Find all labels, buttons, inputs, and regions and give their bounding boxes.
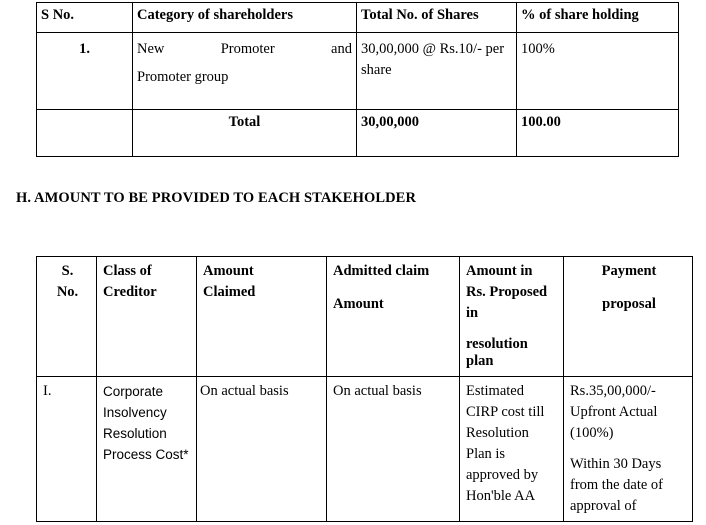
header-admitted-line: Amount [333, 296, 384, 312]
category-word: and [331, 41, 352, 57]
header-category: Category of shareholders [133, 3, 357, 33]
proposed-line: CIRP cost till [466, 404, 545, 420]
header-payment [564, 257, 693, 377]
section-heading: H. AMOUNT TO BE PROVIDED TO EACH STAKEHOLDER [16, 190, 417, 206]
header-proposed-line: in [466, 305, 479, 321]
proposed-line: Hon'ble AA [466, 488, 536, 504]
row-class [97, 377, 197, 522]
total-shares: 30,00,000 [357, 110, 517, 157]
proposed-line: Estimated [466, 383, 524, 399]
header-sno [37, 257, 97, 377]
total-pct: 100.00 [517, 110, 679, 157]
class-line: Process Cost* [103, 447, 189, 462]
header-sno-line: No. [56, 284, 79, 300]
row-claimed: On actual basis [197, 377, 327, 522]
table-row [37, 377, 693, 522]
payment-line: Within 30 Days [570, 456, 662, 472]
header-claimed-line: Claimed [203, 284, 256, 300]
header-payment-line: Payment [601, 263, 657, 279]
header-proposed-line: plan [466, 353, 494, 369]
payment-line: Rs.35,00,000/- [570, 383, 656, 399]
row-sno: I. [37, 377, 97, 522]
class-line: Resolution [103, 426, 167, 441]
table-row [37, 33, 679, 110]
header-claimed [197, 257, 327, 377]
payment-line: approval of [570, 498, 637, 514]
shareholding-table [36, 2, 679, 157]
class-line: Corporate [103, 384, 164, 399]
payment-line: (100%) [570, 425, 614, 441]
class-line: Insolvency [103, 405, 167, 420]
row-admitted: On actual basis [327, 377, 460, 522]
header-payment-line: proposal [602, 296, 656, 312]
header-proposed-line: resolution [466, 336, 528, 352]
header-class-line: Creditor [103, 284, 157, 300]
shareholding-header-row [37, 3, 679, 33]
row-sno: 1. [37, 33, 133, 110]
shares-line-2: share [361, 62, 392, 78]
row-shares [357, 33, 517, 110]
proposed-line: Plan is [466, 446, 506, 462]
category-word: Promoter [220, 41, 275, 57]
stakeholder-table [36, 256, 693, 522]
shares-line-1: 30,00,000 @ Rs.10/- per [361, 41, 505, 57]
payment-line: from the date of [570, 477, 664, 493]
header-sno: S No. [37, 3, 133, 33]
total-empty-cell [37, 110, 133, 157]
header-proposed-line: Amount in [466, 263, 533, 279]
category-word: New [137, 41, 165, 57]
header-admitted-line: Admitted claim [333, 263, 430, 279]
row-payment [564, 377, 693, 522]
row-category [133, 33, 357, 110]
header-class-line: Class of [103, 263, 152, 279]
row-pct: 100% [517, 33, 679, 110]
category-line-2: Promoter group [137, 69, 229, 85]
header-admitted [327, 257, 460, 377]
stakeholder-header-row [37, 257, 693, 377]
payment-line: Upfront Actual [570, 404, 658, 420]
proposed-line: Resolution [466, 425, 529, 441]
total-row [37, 110, 679, 157]
header-class [97, 257, 197, 377]
header-claimed-line: Amount [203, 263, 254, 279]
row-proposed [460, 377, 564, 522]
proposed-line: approved by [466, 467, 539, 483]
header-proposed [460, 257, 564, 377]
header-pct-holding: % of share holding [517, 3, 679, 33]
header-total-shares: Total No. of Shares [357, 3, 517, 33]
header-proposed-line: Rs. Proposed [466, 284, 548, 300]
total-label: Total [133, 110, 357, 157]
header-sno-line: S. [61, 263, 74, 279]
